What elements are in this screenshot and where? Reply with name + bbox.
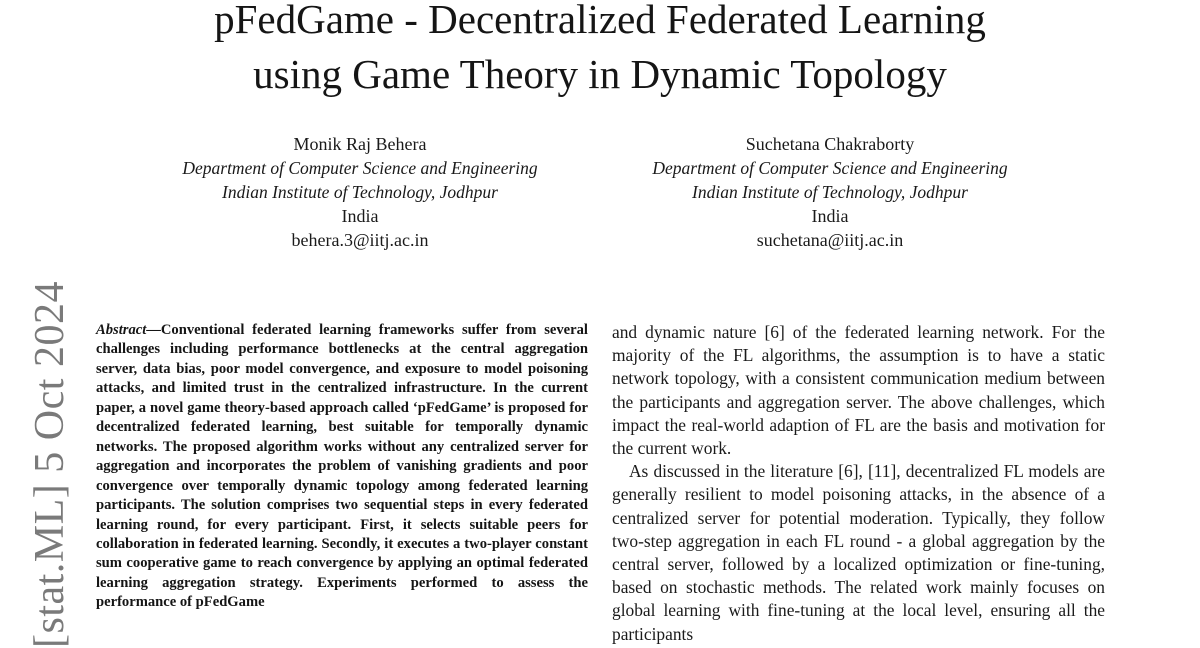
author-block-2 xyxy=(600,132,1060,252)
title-line-2: using Game Theory in Dynamic Topology xyxy=(253,51,947,97)
body-column-right xyxy=(612,321,1105,646)
abstract-text: —Conventional federated learning frameworks suffer from several challenges including performance bottlenecks at the central aggregation server, data bias, poor model convergence, and exposure to model poisoning attacks, and limited trust in the centralized infrastructure. In the current paper, a novel game theory-based approach called ‘pFedGame’ is proposed for decentralized federated learning, best suitable for temporally dynamic networks. The proposed algorithm works without any centralized server for aggregation and incorporates the problem of vanishing gradients and poor convergence over temporally dynamic topology among federated learning participants. The solution comprises two sequential steps in every federated learning round, for every participant. First, it selects suitable peers for collaboration in federated learning. Secondly, it executes a two-player constant sum cooperative game to reach convergence by applying an optimal federated learning aggregation strategy. Experiments performed to assess the performance of pFedGame xyxy=(96,322,588,611)
arxiv-side-stamp: [stat.ML] 5 Oct 2024 xyxy=(27,281,73,648)
abstract-label: Abstract xyxy=(96,322,147,338)
paper-title xyxy=(0,0,1200,102)
author-country: India xyxy=(811,206,849,226)
author-name: Suchetana Chakraborty xyxy=(745,134,915,154)
body-paragraph-2: As discussed in the literature [6], [11], decentralized FL models are generally resilient to model poisoning attacks, in the absence of a centralized server for potential moderation. Typically, they follow two-step aggregation in each FL round - a global aggregation by the central server, followed by a localized optimization or fine-tuning, based on stochastic methods. The related work mainly focuses on global learning with fine-tuning at the local level, ensuring all the participants xyxy=(612,461,1105,644)
author-department: Department of Computer Science and Engineering xyxy=(652,158,1008,178)
body-paragraph-1: and dynamic nature [6] of the federated learning network. For the majority of the FL algorithms, the assumption is to have a static network topology, with a consistent communication medium between the participants and aggregation server. The above challenges, which impact the real-world adaption of FL are the basis and motivation for the current work. xyxy=(612,322,1105,459)
author-block-1 xyxy=(140,132,580,252)
author-email[interactable]: suchetana@iitj.ac.in xyxy=(756,230,904,250)
author-country: India xyxy=(341,206,379,226)
author-institute: Indian Institute of Technology, Jodhpur xyxy=(222,182,498,202)
author-email[interactable]: behera.3@iitj.ac.in xyxy=(291,230,429,250)
author-institute: Indian Institute of Technology, Jodhpur xyxy=(692,182,968,202)
abstract xyxy=(96,321,588,613)
title-line-1: pFedGame - Decentralized Federated Learning xyxy=(214,0,986,42)
author-name: Monik Raj Behera xyxy=(293,134,427,154)
author-department: Department of Computer Science and Engineering xyxy=(182,158,538,178)
